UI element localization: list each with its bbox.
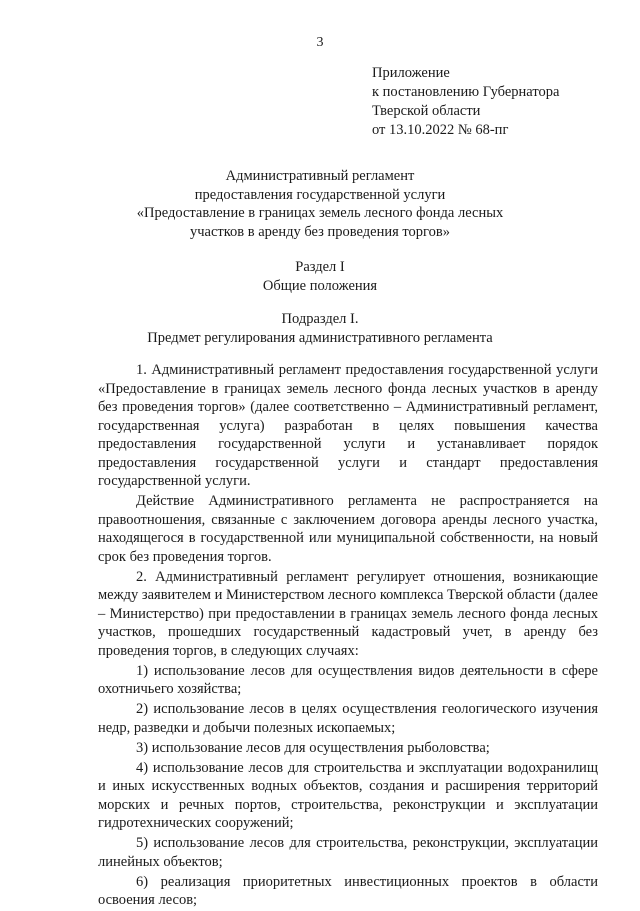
- list-item: 4) использование лесов для строительства и эксплуатации водохранилищ и иных искусственных водных объектов, создания и расширения территорий морских и речных портов, строительства, реконструкции и эксплуатации гидротехнических сооружений;: [98, 759, 598, 831]
- title-line: «Предоставление в границах земель лесного фонда лесных: [136, 205, 504, 221]
- paragraph: 1. Административный регламент предоставления государственной услуги «Предоставление в границах земель лесного фонда лесных участков в аренду без проведения торгов» (далее соответственно – Административный регламент, государственная услуга) разработан в целях повышения качества предоставления государственной услуги и устанавливает порядок предоставления государственной услуги и стандарт предоставления государственной услуги.: [98, 362, 598, 489]
- document-title: [0, 167, 640, 241]
- section-heading: [0, 258, 640, 296]
- subsection-label: Подраздел I.: [281, 311, 359, 327]
- page-number: 3: [316, 35, 324, 50]
- title-line: Административный регламент: [225, 168, 415, 184]
- appendix-line: Приложение: [372, 65, 450, 81]
- list-item: 3) использование лесов для осуществления рыболовства;: [136, 739, 490, 756]
- list-item: 1) использование лесов для осуществления видов деятельности в сфере охотничьего хозяйства;: [98, 662, 598, 697]
- paragraph: 2. Административный регламент регулирует отношения, возникающие между заявителем и Министерством лесного комплекса Тверской области (далее – Министерство) при предоставлении в границах земель лесного фонда лесных участков, прошедших государственный кадастровый учет, в аренду без проведения торгов, в следующих случаях:: [98, 568, 598, 659]
- subsection-heading: [0, 310, 640, 348]
- list-item: 5) использование лесов для строительства, реконструкции, эксплуатации линейных объектов;: [98, 835, 598, 870]
- document-body: [98, 361, 598, 911]
- title-line: предоставления государственной услуги: [194, 186, 446, 203]
- subsection-name: Предмет регулирования административного регламента: [147, 330, 493, 346]
- section-label: Раздел I: [295, 259, 345, 275]
- appendix-note: [372, 64, 559, 140]
- paragraph: Действие Административного регламента не распространяется на правоотношения, связанные с заключением договора аренды лесного участка, находящегося в государственной или муниципальной собственности, на новый срок без проведения торгов.: [98, 493, 598, 565]
- appendix-line: от 13.10.2022 № 68-пг: [372, 122, 509, 138]
- appendix-line: Тверской области: [372, 103, 481, 119]
- title-line: участков в аренду без проведения торгов»: [189, 223, 450, 240]
- list-item: 2) использование лесов в целях осуществления геологического изучения недр, разведки и добычи полезных ископаемых;: [98, 701, 598, 736]
- section-name: Общие положения: [262, 278, 378, 294]
- appendix-line: к постановлению Губернатора: [372, 84, 560, 100]
- list-item: 6) реализация приоритетных инвестиционных проектов в области освоения лесов;: [98, 873, 598, 908]
